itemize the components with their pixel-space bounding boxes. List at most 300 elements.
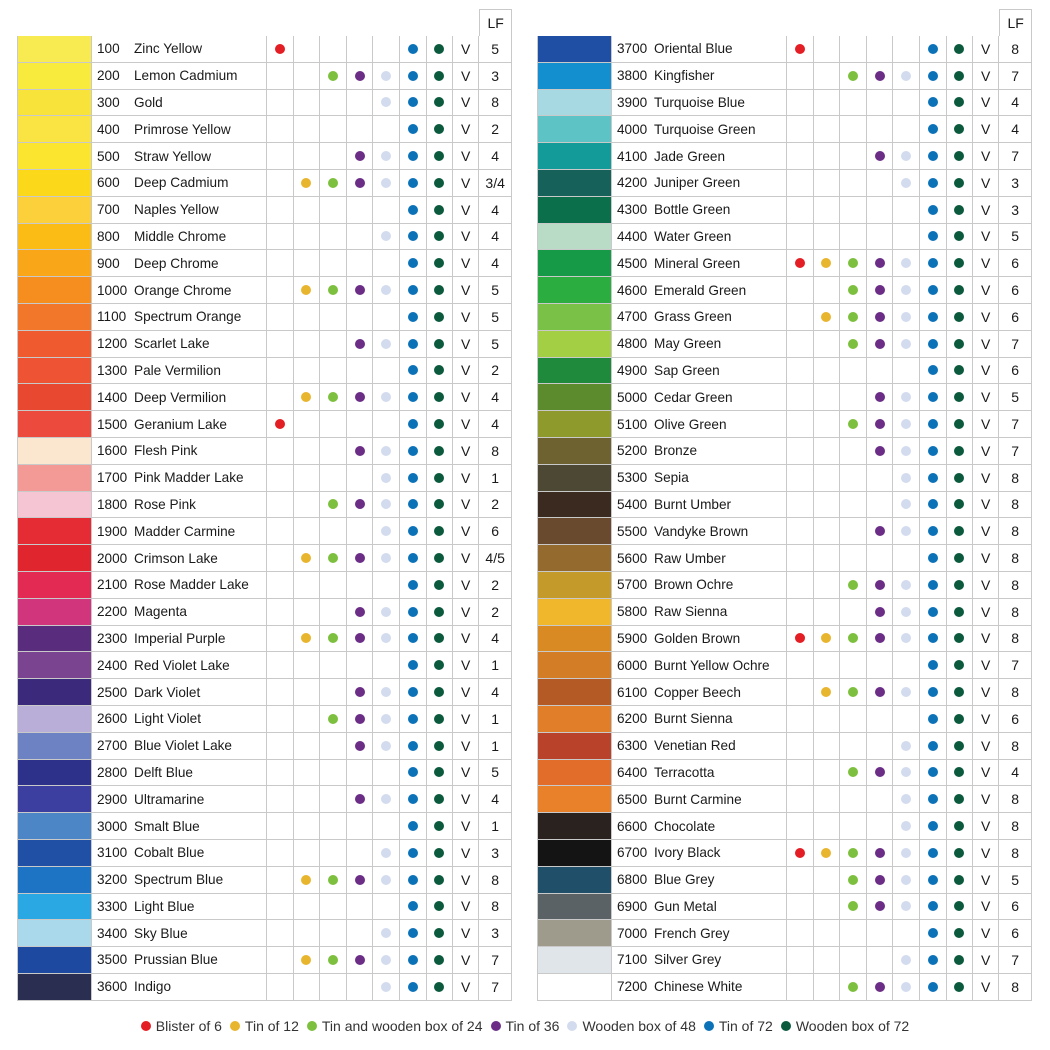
v-mark: V xyxy=(453,867,479,894)
availability-cell xyxy=(787,840,814,867)
availability-dot xyxy=(901,901,911,911)
color-row xyxy=(537,492,1032,519)
availability-cell xyxy=(814,786,841,813)
availability-dot xyxy=(928,982,938,992)
availability-dot xyxy=(928,553,938,563)
availability-cell xyxy=(787,545,814,572)
availability-cell xyxy=(814,706,841,733)
color-swatch xyxy=(17,224,92,251)
availability-dot xyxy=(928,767,938,777)
v-mark: V xyxy=(973,465,999,492)
availability-cell xyxy=(320,572,347,599)
color-swatch xyxy=(537,652,612,679)
legend-item xyxy=(567,1018,695,1034)
color-code: 7100 xyxy=(617,952,648,968)
v-mark: V xyxy=(973,599,999,626)
availability-dot xyxy=(954,580,964,590)
availability-cell xyxy=(947,170,974,197)
color-code: 5700 xyxy=(617,577,648,593)
color-code: 3700 xyxy=(617,41,648,57)
color-code: 6400 xyxy=(617,764,648,780)
availability-cell xyxy=(840,679,867,706)
legend-label: Tin of 36 xyxy=(505,1018,560,1034)
availability-cell xyxy=(267,197,294,224)
availability-cell xyxy=(347,572,374,599)
color-row xyxy=(17,304,512,331)
availability-cell xyxy=(320,492,347,519)
v-mark: V xyxy=(973,358,999,385)
color-swatch xyxy=(537,679,612,706)
availability-cell xyxy=(920,143,947,170)
availability-dot xyxy=(355,446,365,456)
availability-cell xyxy=(373,197,400,224)
color-name-cell xyxy=(612,438,787,465)
availability-dot xyxy=(434,660,444,670)
availability-cell xyxy=(294,90,321,117)
color-name-cell xyxy=(612,304,787,331)
availability-dot xyxy=(381,875,391,885)
availability-dot xyxy=(928,365,938,375)
availability-cell xyxy=(787,733,814,760)
availability-cell xyxy=(373,760,400,787)
availability-cell xyxy=(320,465,347,492)
color-swatch xyxy=(17,384,92,411)
v-mark: V xyxy=(973,947,999,974)
color-code: 5200 xyxy=(617,443,648,459)
v-mark: V xyxy=(973,652,999,679)
availability-cell xyxy=(347,492,374,519)
lightfastness-value: 6 xyxy=(999,304,1032,331)
availability-cell xyxy=(947,304,974,331)
color-swatch xyxy=(537,411,612,438)
color-swatch xyxy=(537,170,612,197)
color-name: Middle Chrome xyxy=(134,228,227,244)
lightfastness-value: 7 xyxy=(999,652,1032,679)
availability-cell xyxy=(400,36,427,63)
availability-cell xyxy=(947,116,974,143)
lightfastness-value: 4 xyxy=(479,786,512,813)
availability-cell xyxy=(267,224,294,251)
availability-cell xyxy=(840,411,867,438)
availability-cell xyxy=(427,733,454,760)
availability-dot xyxy=(928,151,938,161)
color-swatch xyxy=(17,760,92,787)
color-swatch xyxy=(17,572,92,599)
availability-cell xyxy=(787,36,814,63)
availability-cell xyxy=(267,840,294,867)
availability-cell xyxy=(947,786,974,813)
availability-dot xyxy=(434,848,444,858)
availability-cell xyxy=(267,894,294,921)
availability-cell xyxy=(373,599,400,626)
availability-dot xyxy=(875,526,885,536)
availability-cell xyxy=(840,438,867,465)
availability-dot xyxy=(954,97,964,107)
availability-cell xyxy=(867,250,894,277)
availability-cell xyxy=(294,813,321,840)
availability-cell xyxy=(893,840,920,867)
color-name: Cedar Green xyxy=(654,389,733,405)
availability-cell xyxy=(947,224,974,251)
availability-dot xyxy=(954,151,964,161)
v-mark: V xyxy=(453,679,479,706)
color-swatch xyxy=(537,63,612,90)
availability-dot xyxy=(901,633,911,643)
availability-dot xyxy=(301,285,311,295)
availability-cell xyxy=(294,572,321,599)
availability-cell xyxy=(427,518,454,545)
color-name: Venetian Red xyxy=(654,738,736,754)
lightfastness-value: 2 xyxy=(479,358,512,385)
color-swatch xyxy=(17,438,92,465)
availability-dot xyxy=(928,71,938,81)
v-mark: V xyxy=(973,170,999,197)
color-swatch xyxy=(17,358,92,385)
availability-cell xyxy=(840,331,867,358)
color-swatch xyxy=(537,304,612,331)
availability-dot xyxy=(901,285,911,295)
color-code: 1300 xyxy=(97,362,128,378)
availability-cell xyxy=(267,760,294,787)
availability-dot xyxy=(875,285,885,295)
availability-dot xyxy=(875,446,885,456)
availability-cell xyxy=(920,438,947,465)
color-swatch xyxy=(537,786,612,813)
color-name: Juniper Green xyxy=(654,175,741,191)
color-name-cell xyxy=(92,652,267,679)
color-name: Terracotta xyxy=(654,764,715,780)
availability-cell xyxy=(920,760,947,787)
color-code: 900 xyxy=(97,255,120,271)
color-code: 6300 xyxy=(617,738,648,754)
color-swatch xyxy=(537,250,612,277)
color-swatch xyxy=(17,706,92,733)
availability-dot xyxy=(381,71,391,81)
color-code: 300 xyxy=(97,94,120,110)
legend-label: Tin and wooden box of 24 xyxy=(321,1018,483,1034)
availability-cell xyxy=(347,384,374,411)
availability-dot xyxy=(381,928,391,938)
availability-dot xyxy=(408,607,418,617)
color-swatch xyxy=(17,331,92,358)
color-name: Water Green xyxy=(654,228,732,244)
availability-cell xyxy=(787,599,814,626)
availability-cell xyxy=(427,277,454,304)
color-swatch xyxy=(17,304,92,331)
availability-cell xyxy=(400,116,427,143)
availability-cell xyxy=(347,840,374,867)
availability-cell xyxy=(840,197,867,224)
color-name: Sap Green xyxy=(654,362,720,378)
color-name: Rose Madder Lake xyxy=(134,577,249,593)
availability-cell xyxy=(787,974,814,1001)
color-swatch xyxy=(17,652,92,679)
availability-cell xyxy=(787,331,814,358)
availability-cell xyxy=(920,63,947,90)
availability-cell xyxy=(920,733,947,760)
color-name-cell xyxy=(612,626,787,653)
color-code: 4200 xyxy=(617,175,648,191)
availability-cell xyxy=(427,116,454,143)
color-code: 500 xyxy=(97,148,120,164)
availability-dot xyxy=(954,687,964,697)
availability-cell xyxy=(840,492,867,519)
color-row xyxy=(537,813,1032,840)
availability-dot xyxy=(848,419,858,429)
availability-cell xyxy=(840,277,867,304)
color-name: Raw Umber xyxy=(654,550,726,566)
availability-dot xyxy=(954,231,964,241)
color-name-cell xyxy=(612,867,787,894)
availability-cell xyxy=(267,867,294,894)
availability-dot xyxy=(821,848,831,858)
v-mark: V xyxy=(453,706,479,733)
color-row xyxy=(537,920,1032,947)
availability-cell xyxy=(840,384,867,411)
color-code: 100 xyxy=(97,41,120,57)
lightfastness-value: 4 xyxy=(999,90,1032,117)
availability-cell xyxy=(814,599,841,626)
availability-cell xyxy=(400,331,427,358)
availability-cell xyxy=(294,947,321,974)
availability-dot xyxy=(954,285,964,295)
availability-dot xyxy=(381,848,391,858)
lightfastness-value: 8 xyxy=(999,786,1032,813)
availability-dot xyxy=(408,821,418,831)
availability-dot xyxy=(901,526,911,536)
color-name-cell xyxy=(612,760,787,787)
availability-dot xyxy=(901,178,911,188)
availability-dot xyxy=(901,794,911,804)
availability-cell xyxy=(947,438,974,465)
availability-cell xyxy=(267,652,294,679)
lightfastness-value: 7 xyxy=(999,331,1032,358)
availability-cell xyxy=(893,545,920,572)
color-code: 4500 xyxy=(617,255,648,271)
color-row xyxy=(537,840,1032,867)
availability-dot xyxy=(875,607,885,617)
color-swatch xyxy=(537,116,612,143)
availability-cell xyxy=(867,277,894,304)
color-code: 6100 xyxy=(617,684,648,700)
availability-cell xyxy=(893,304,920,331)
availability-dot xyxy=(954,821,964,831)
v-mark: V xyxy=(973,250,999,277)
availability-cell xyxy=(893,170,920,197)
color-name: Dark Violet xyxy=(134,684,201,700)
v-mark: V xyxy=(453,599,479,626)
color-code: 4000 xyxy=(617,121,648,137)
availability-cell xyxy=(893,572,920,599)
availability-dot xyxy=(954,446,964,456)
availability-cell xyxy=(947,840,974,867)
lightfastness-value: 4 xyxy=(999,760,1032,787)
availability-cell xyxy=(320,867,347,894)
availability-cell xyxy=(373,947,400,974)
color-row xyxy=(537,277,1032,304)
availability-cell xyxy=(320,760,347,787)
availability-cell xyxy=(427,840,454,867)
availability-cell xyxy=(267,786,294,813)
color-name: Sky Blue xyxy=(134,925,188,941)
availability-cell xyxy=(347,438,374,465)
availability-cell xyxy=(400,224,427,251)
color-code: 7000 xyxy=(617,925,648,941)
color-row xyxy=(537,304,1032,331)
availability-dot xyxy=(355,741,365,751)
availability-cell xyxy=(840,867,867,894)
legend-dot xyxy=(704,1021,714,1031)
availability-dot xyxy=(954,124,964,134)
color-name: Magenta xyxy=(134,604,187,620)
availability-cell xyxy=(373,545,400,572)
availability-cell xyxy=(893,599,920,626)
availability-cell xyxy=(787,626,814,653)
color-name-cell xyxy=(612,706,787,733)
availability-cell xyxy=(840,840,867,867)
color-row xyxy=(537,947,1032,974)
color-name-cell xyxy=(612,384,787,411)
availability-dot xyxy=(434,205,444,215)
availability-cell xyxy=(867,974,894,1001)
availability-cell xyxy=(893,947,920,974)
color-name-cell xyxy=(92,63,267,90)
availability-cell xyxy=(867,170,894,197)
availability-cell xyxy=(867,894,894,921)
availability-cell xyxy=(867,760,894,787)
color-code: 6900 xyxy=(617,898,648,914)
availability-dot xyxy=(434,151,444,161)
availability-cell xyxy=(400,518,427,545)
color-code: 2800 xyxy=(97,764,128,780)
availability-cell xyxy=(267,733,294,760)
availability-cell xyxy=(347,90,374,117)
color-name-cell xyxy=(92,706,267,733)
lightfastness-value: 3/4 xyxy=(479,170,512,197)
availability-cell xyxy=(320,170,347,197)
availability-dot xyxy=(328,633,338,643)
color-swatch xyxy=(537,545,612,572)
lightfastness-value: 8 xyxy=(999,572,1032,599)
availability-cell xyxy=(787,679,814,706)
availability-cell xyxy=(347,545,374,572)
availability-cell xyxy=(400,143,427,170)
availability-cell xyxy=(893,411,920,438)
color-row xyxy=(17,465,512,492)
availability-dot xyxy=(875,392,885,402)
color-code: 2000 xyxy=(97,550,128,566)
availability-cell xyxy=(787,947,814,974)
availability-dot xyxy=(928,821,938,831)
availability-cell xyxy=(347,63,374,90)
color-name: Cobalt Blue xyxy=(134,845,205,861)
v-mark: V xyxy=(453,760,479,787)
lightfastness-value: 8 xyxy=(999,974,1032,1001)
availability-dot xyxy=(434,339,444,349)
availability-dot xyxy=(434,44,444,54)
lightfastness-value: 4 xyxy=(479,250,512,277)
availability-cell xyxy=(347,786,374,813)
color-name-cell xyxy=(612,545,787,572)
availability-cell xyxy=(840,36,867,63)
color-code: 5300 xyxy=(617,470,648,486)
availability-dot xyxy=(954,71,964,81)
availability-cell xyxy=(427,894,454,921)
color-code: 3200 xyxy=(97,872,128,888)
availability-cell xyxy=(814,411,841,438)
availability-dot xyxy=(901,312,911,322)
availability-cell xyxy=(840,224,867,251)
availability-cell xyxy=(373,733,400,760)
availability-cell xyxy=(947,947,974,974)
availability-dot xyxy=(355,151,365,161)
lightfastness-value: 4 xyxy=(479,224,512,251)
color-row xyxy=(537,438,1032,465)
availability-dot xyxy=(848,633,858,643)
color-code: 600 xyxy=(97,175,120,191)
legend-item xyxy=(781,1018,909,1034)
availability-cell xyxy=(320,920,347,947)
availability-cell xyxy=(267,304,294,331)
lightfastness-value: 2 xyxy=(479,116,512,143)
color-swatch xyxy=(17,545,92,572)
availability-dot xyxy=(355,955,365,965)
color-row xyxy=(537,384,1032,411)
availability-cell xyxy=(840,706,867,733)
availability-dot xyxy=(901,875,911,885)
availability-cell xyxy=(947,813,974,840)
availability-cell xyxy=(347,331,374,358)
availability-cell xyxy=(427,250,454,277)
color-name-cell xyxy=(92,250,267,277)
availability-cell xyxy=(267,599,294,626)
v-mark: V xyxy=(453,733,479,760)
availability-dot xyxy=(328,392,338,402)
availability-dot xyxy=(875,767,885,777)
availability-cell xyxy=(893,760,920,787)
availability-dot xyxy=(928,741,938,751)
v-mark: V xyxy=(453,813,479,840)
availability-cell xyxy=(294,974,321,1001)
availability-dot xyxy=(928,339,938,349)
availability-cell xyxy=(814,894,841,921)
availability-cell xyxy=(947,90,974,117)
availability-cell xyxy=(320,197,347,224)
availability-cell xyxy=(947,545,974,572)
availability-dot xyxy=(434,767,444,777)
availability-cell xyxy=(427,920,454,947)
color-row xyxy=(537,545,1032,572)
availability-cell xyxy=(427,626,454,653)
availability-cell xyxy=(400,813,427,840)
color-name-cell xyxy=(92,733,267,760)
v-mark: V xyxy=(453,894,479,921)
lightfastness-value: 8 xyxy=(999,733,1032,760)
availability-cell xyxy=(400,679,427,706)
color-name-cell xyxy=(612,518,787,545)
availability-cell xyxy=(840,760,867,787)
availability-dot xyxy=(821,258,831,268)
availability-cell xyxy=(320,947,347,974)
availability-dot xyxy=(795,633,805,643)
availability-cell xyxy=(320,277,347,304)
availability-cell xyxy=(373,679,400,706)
availability-dot xyxy=(328,71,338,81)
color-swatch xyxy=(537,867,612,894)
color-swatch xyxy=(537,143,612,170)
availability-cell xyxy=(920,786,947,813)
availability-dot xyxy=(328,955,338,965)
